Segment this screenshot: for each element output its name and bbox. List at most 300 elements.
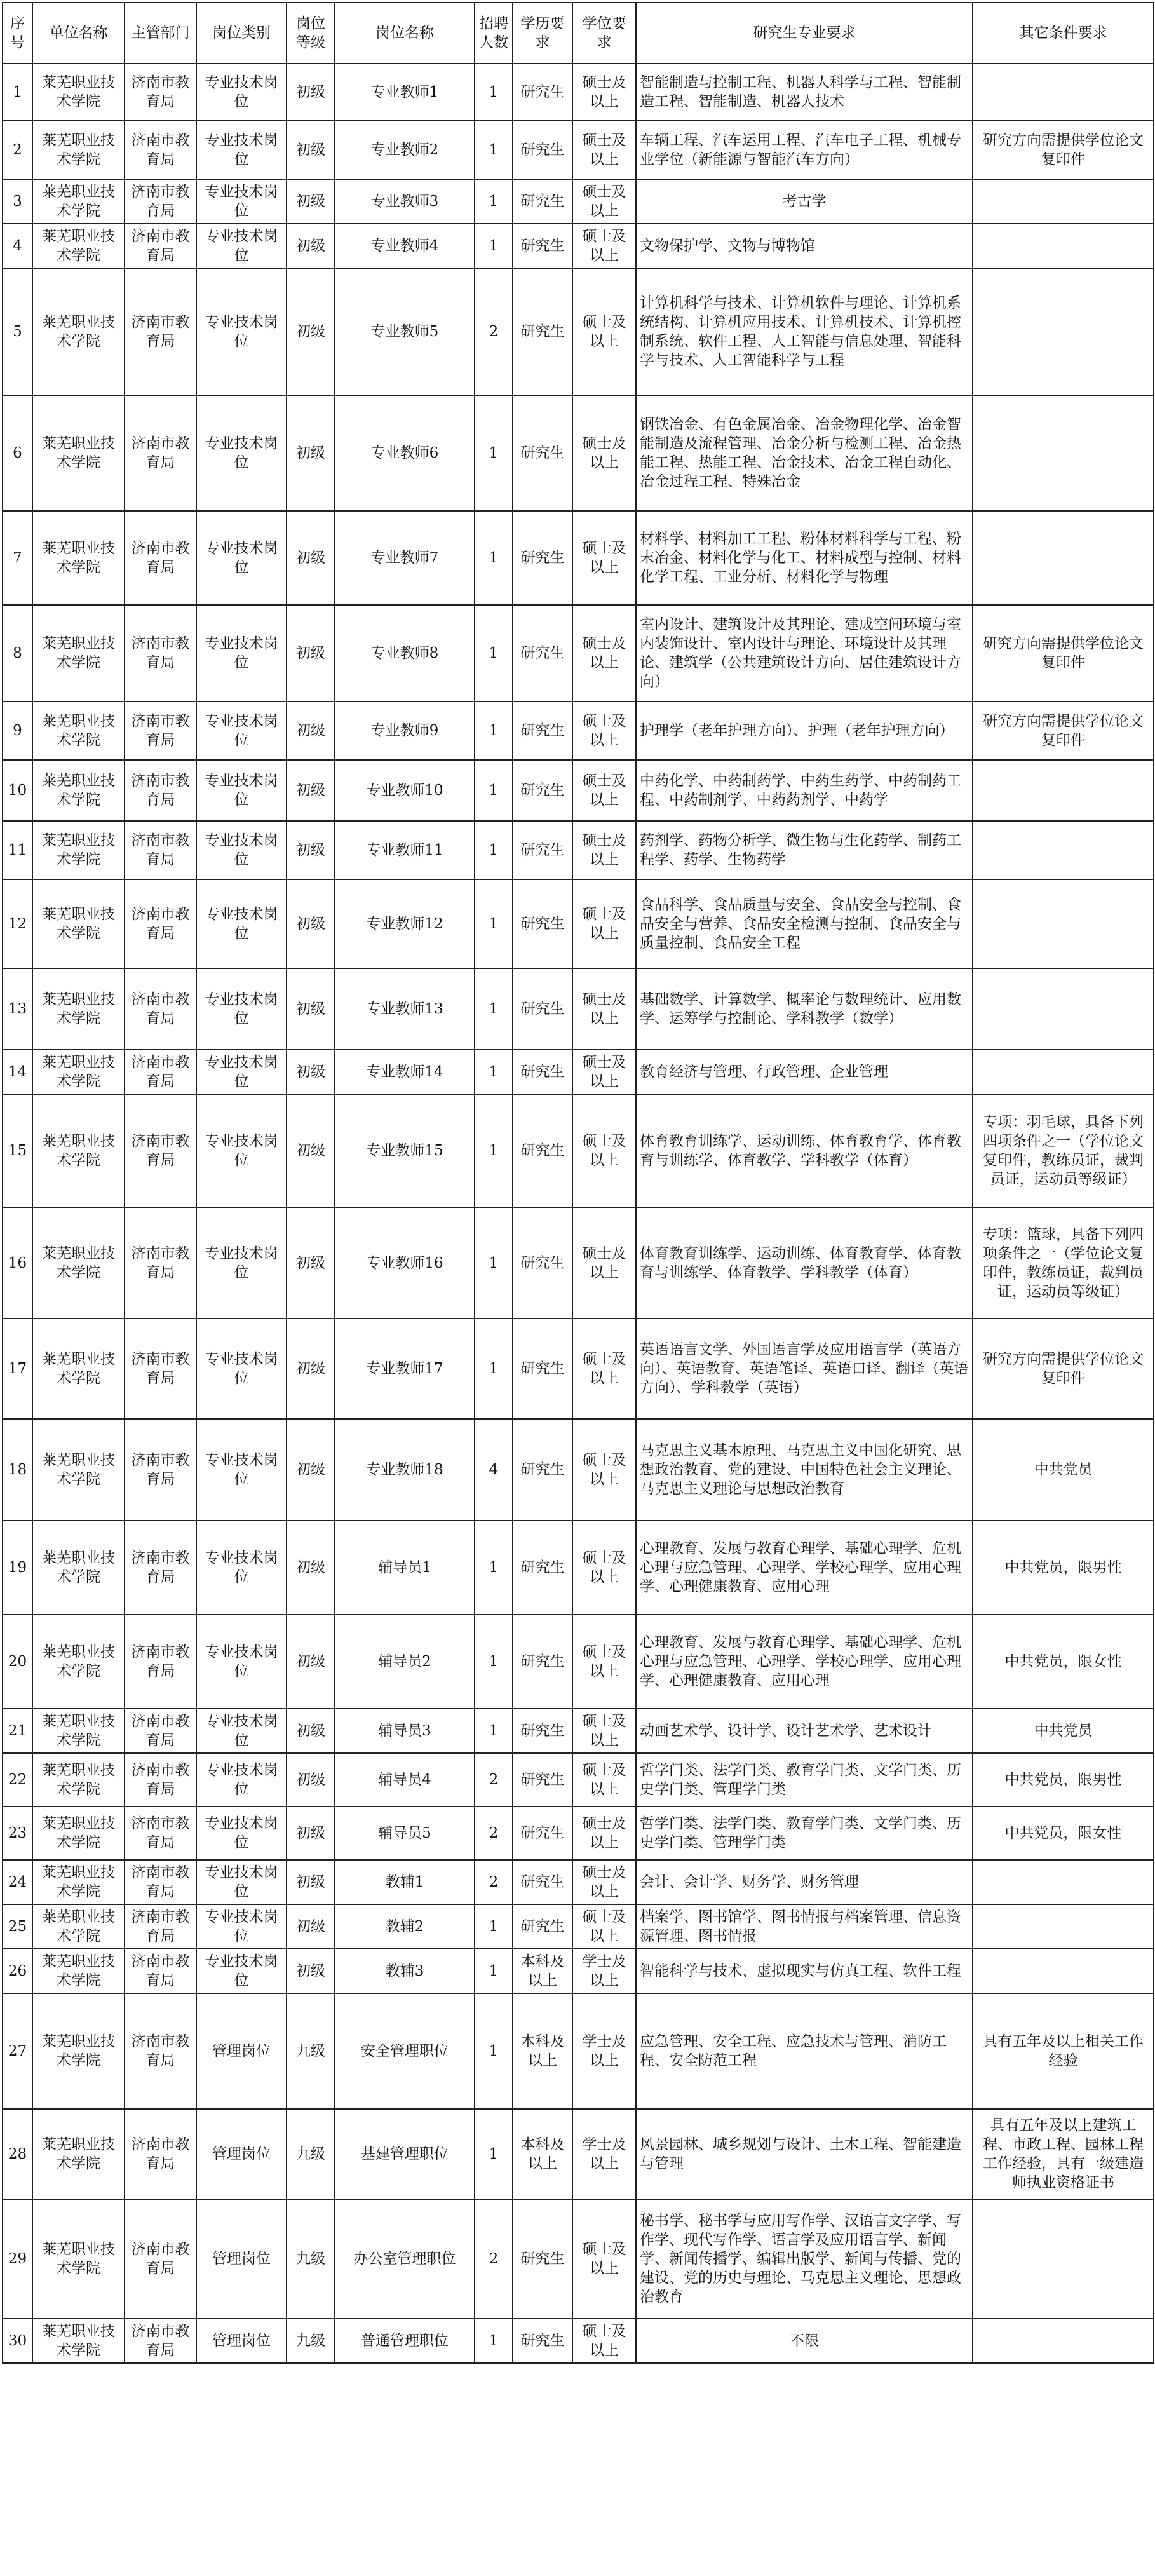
- row-other: [973, 1860, 1154, 1904]
- row-no: 12: [3, 879, 32, 968]
- row-category: 专业技术岗位: [196, 395, 287, 511]
- row-category: 专业技术岗位: [196, 1709, 287, 1753]
- row-education: 本科及以上: [513, 2109, 572, 2199]
- row-count: 1: [475, 2109, 513, 2199]
- row-education: 本科及以上: [513, 1949, 572, 1993]
- row-no: 29: [3, 2199, 32, 2319]
- row-major: 药剂学、药物分析学、微生物与生化药学、制药工程学、药学、生物药学: [636, 821, 973, 879]
- row-unit: 莱芜职业技术学院: [32, 121, 125, 179]
- row-major: 护理学（老年护理方向）、护理（老年护理方向）: [636, 702, 973, 760]
- row-education: 研究生: [513, 1860, 572, 1904]
- row-dept: 济南市教育局: [125, 605, 196, 702]
- row-category: 专业技术岗位: [196, 1753, 287, 1807]
- row-education: 研究生: [513, 821, 572, 879]
- row-major: 室内设计、建筑设计及其理论、建成空间环境与室内装饰设计、室内设计与理论、环境设计及其理论、建筑学（公共建筑设计方向、居住建筑设计方向）: [636, 605, 973, 702]
- table-row: [3, 2319, 1154, 2363]
- row-dept: 济南市教育局: [125, 1615, 196, 1709]
- row-degree: 硕士及以上: [572, 879, 636, 968]
- row-category: 专业技术岗位: [196, 268, 287, 395]
- row-no: 10: [3, 760, 32, 821]
- row-count: 2: [475, 1860, 513, 1904]
- row-no: 3: [3, 179, 32, 224]
- row-dept: 济南市教育局: [125, 1709, 196, 1753]
- row-other: 中共党员，限女性: [973, 1807, 1154, 1860]
- row-level: 初级: [287, 879, 335, 968]
- row-major: 英语语言文学、外国语言学及应用语言学（英语方向）、英语教育、英语笔译、英语口译、翻译（英语方向）、学科教学（英语）: [636, 1319, 973, 1419]
- row-degree: 硕士及以上: [572, 1807, 636, 1860]
- row-other: 研究方向需提供学位论文复印件: [973, 605, 1154, 702]
- row-degree: 学士及以上: [572, 1949, 636, 1993]
- row-degree: 硕士及以上: [572, 121, 636, 179]
- table-row: [3, 1860, 1154, 1904]
- row-dept: 济南市教育局: [125, 2319, 196, 2363]
- row-level: 初级: [287, 1753, 335, 1807]
- row-major: 心理教育、发展与教育心理学、基础心理学、危机心理与应急管理、心理学、学校心理学、应用心理学、心理健康教育、应用心理: [636, 1615, 973, 1709]
- table-row: [3, 1050, 1154, 1094]
- row-count: 1: [475, 968, 513, 1050]
- row-no: 20: [3, 1615, 32, 1709]
- row-position: 专业教师4: [335, 224, 475, 268]
- header-major: 研究生专业要求: [636, 3, 973, 64]
- row-no: 16: [3, 1207, 32, 1319]
- row-unit: 莱芜职业技术学院: [32, 1753, 125, 1807]
- row-position: 办公室管理职位: [335, 2199, 475, 2319]
- table-row: [3, 179, 1154, 224]
- row-other: [973, 268, 1154, 395]
- row-major: 教育经济与管理、行政管理、企业管理: [636, 1050, 973, 1094]
- row-unit: 莱芜职业技术学院: [32, 1860, 125, 1904]
- row-unit: 莱芜职业技术学院: [32, 511, 125, 605]
- row-other: 中共党员: [973, 1419, 1154, 1521]
- table-row: [3, 2109, 1154, 2199]
- row-unit: 莱芜职业技术学院: [32, 968, 125, 1050]
- row-position: 专业教师5: [335, 268, 475, 395]
- header-other: 其它条件要求: [973, 3, 1154, 64]
- row-no: 30: [3, 2319, 32, 2363]
- row-degree: 硕士及以上: [572, 1050, 636, 1094]
- recruitment-table: [2, 2, 1154, 2364]
- row-dept: 济南市教育局: [125, 1904, 196, 1949]
- row-position: 基建管理职位: [335, 2109, 475, 2199]
- row-education: 研究生: [513, 1753, 572, 1807]
- row-count: 2: [475, 1807, 513, 1860]
- row-position: 辅导员1: [335, 1521, 475, 1615]
- row-no: 27: [3, 1993, 32, 2109]
- row-dept: 济南市教育局: [125, 1521, 196, 1615]
- row-education: 研究生: [513, 1319, 572, 1419]
- row-major: 中药化学、中药制药学、中药生药学、中药制药工程、中药制剂学、中药药剂学、中药学: [636, 760, 973, 821]
- row-degree: 硕士及以上: [572, 1860, 636, 1904]
- row-dept: 济南市教育局: [125, 1993, 196, 2109]
- row-position: 专业教师8: [335, 605, 475, 702]
- row-dept: 济南市教育局: [125, 1753, 196, 1807]
- row-other: [973, 2199, 1154, 2319]
- row-education: 研究生: [513, 702, 572, 760]
- row-dept: 济南市教育局: [125, 64, 196, 121]
- row-degree: 硕士及以上: [572, 1319, 636, 1419]
- row-category: 专业技术岗位: [196, 879, 287, 968]
- row-unit: 莱芜职业技术学院: [32, 760, 125, 821]
- row-no: 15: [3, 1094, 32, 1207]
- row-category: 专业技术岗位: [196, 1860, 287, 1904]
- row-level: 初级: [287, 121, 335, 179]
- row-count: 1: [475, 1050, 513, 1094]
- row-count: 1: [475, 605, 513, 702]
- row-count: 1: [475, 1319, 513, 1419]
- row-education: 研究生: [513, 64, 572, 121]
- row-count: 1: [475, 1709, 513, 1753]
- row-unit: 莱芜职业技术学院: [32, 1904, 125, 1949]
- row-major: 应急管理、安全工程、应急技术与管理、消防工程、安全防范工程: [636, 1993, 973, 2109]
- row-count: 1: [475, 2319, 513, 2363]
- row-degree: 硕士及以上: [572, 179, 636, 224]
- row-degree: 硕士及以上: [572, 760, 636, 821]
- row-level: 初级: [287, 1709, 335, 1753]
- row-education: 研究生: [513, 968, 572, 1050]
- table-row: [3, 760, 1154, 821]
- row-no: 22: [3, 1753, 32, 1807]
- row-major: 体育教育训练学、运动训练、体育教育学、体育教育与训练学、体育教学、学科教学（体育）: [636, 1094, 973, 1207]
- row-category: 管理岗位: [196, 2319, 287, 2363]
- table-row: [3, 968, 1154, 1050]
- row-category: 专业技术岗位: [196, 1615, 287, 1709]
- row-education: 研究生: [513, 268, 572, 395]
- row-other: [973, 879, 1154, 968]
- row-degree: 硕士及以上: [572, 224, 636, 268]
- row-major: 马克思主义基本原理、马克思主义中国化研究、思想政治教育、党的建设、中国特色社会主义理论、马克思主义理论与思想政治教育: [636, 1419, 973, 1521]
- row-unit: 莱芜职业技术学院: [32, 2109, 125, 2199]
- row-unit: 莱芜职业技术学院: [32, 179, 125, 224]
- row-major: 会计、会计学、财务学、财务管理: [636, 1860, 973, 1904]
- row-count: 1: [475, 1207, 513, 1319]
- row-degree: 硕士及以上: [572, 1904, 636, 1949]
- header-education: 学历要求: [513, 3, 572, 64]
- row-no: 2: [3, 121, 32, 179]
- row-unit: 莱芜职业技术学院: [32, 1050, 125, 1094]
- row-unit: 莱芜职业技术学院: [32, 879, 125, 968]
- row-level: 初级: [287, 821, 335, 879]
- table-row: [3, 1419, 1154, 1521]
- row-no: 21: [3, 1709, 32, 1753]
- row-unit: 莱芜职业技术学院: [32, 395, 125, 511]
- row-count: 1: [475, 511, 513, 605]
- row-position: 普通管理职位: [335, 2319, 475, 2363]
- row-unit: 莱芜职业技术学院: [32, 2199, 125, 2319]
- row-count: 4: [475, 1419, 513, 1521]
- row-unit: 莱芜职业技术学院: [32, 1949, 125, 1993]
- row-unit: 莱芜职业技术学院: [32, 1207, 125, 1319]
- row-dept: 济南市教育局: [125, 395, 196, 511]
- row-other: 专项：篮球，具备下列四项条件之一（学位论文复印件，教练员证，裁判员证，运动员等级证）: [973, 1207, 1154, 1319]
- row-dept: 济南市教育局: [125, 511, 196, 605]
- row-position: 专业教师18: [335, 1419, 475, 1521]
- row-education: 研究生: [513, 1419, 572, 1521]
- row-position: 专业教师3: [335, 179, 475, 224]
- row-dept: 济南市教育局: [125, 879, 196, 968]
- row-category: 专业技术岗位: [196, 1904, 287, 1949]
- row-no: 17: [3, 1319, 32, 1419]
- row-unit: 莱芜职业技术学院: [32, 702, 125, 760]
- row-education: 研究生: [513, 121, 572, 179]
- row-category: 专业技术岗位: [196, 511, 287, 605]
- row-other: 中共党员: [973, 1709, 1154, 1753]
- row-other: 具有五年及以上建筑工程、市政工程、园林工程工作经验，具有一级建造师执业资格证书: [973, 2109, 1154, 2199]
- row-category: 专业技术岗位: [196, 1521, 287, 1615]
- row-position: 辅导员4: [335, 1753, 475, 1807]
- row-count: 1: [475, 121, 513, 179]
- table-row: [3, 605, 1154, 702]
- row-other: [973, 64, 1154, 121]
- table-row: [3, 1319, 1154, 1419]
- row-no: 28: [3, 2109, 32, 2199]
- row-dept: 济南市教育局: [125, 1860, 196, 1904]
- row-dept: 济南市教育局: [125, 1419, 196, 1521]
- row-other: 研究方向需提供学位论文复印件: [973, 1319, 1154, 1419]
- row-education: 研究生: [513, 1207, 572, 1319]
- row-unit: 莱芜职业技术学院: [32, 1807, 125, 1860]
- row-other: [973, 224, 1154, 268]
- row-dept: 济南市教育局: [125, 1094, 196, 1207]
- row-no: 19: [3, 1521, 32, 1615]
- row-major: 哲学门类、法学门类、教育学门类、文学门类、历史学门类、管理学门类: [636, 1807, 973, 1860]
- row-unit: 莱芜职业技术学院: [32, 1709, 125, 1753]
- row-level: 初级: [287, 1419, 335, 1521]
- row-dept: 济南市教育局: [125, 760, 196, 821]
- row-position: 专业教师11: [335, 821, 475, 879]
- header-unit: 单位名称: [32, 3, 125, 64]
- row-count: 1: [475, 702, 513, 760]
- row-category: 专业技术岗位: [196, 179, 287, 224]
- header-count: 招聘人数: [475, 3, 513, 64]
- table-row: [3, 1615, 1154, 1709]
- row-level: 初级: [287, 605, 335, 702]
- row-dept: 济南市教育局: [125, 702, 196, 760]
- row-position: 辅导员2: [335, 1615, 475, 1709]
- row-other: [973, 760, 1154, 821]
- table-row: [3, 1753, 1154, 1807]
- row-category: 专业技术岗位: [196, 224, 287, 268]
- row-other: 研究方向需提供学位论文复印件: [973, 702, 1154, 760]
- row-position: 专业教师1: [335, 64, 475, 121]
- row-major: 哲学门类、法学门类、教育学门类、文学门类、历史学门类、管理学门类: [636, 1753, 973, 1807]
- row-no: 26: [3, 1949, 32, 1993]
- row-no: 7: [3, 511, 32, 605]
- row-level: 九级: [287, 2319, 335, 2363]
- row-education: 研究生: [513, 1521, 572, 1615]
- row-position: 专业教师16: [335, 1207, 475, 1319]
- row-other: [973, 968, 1154, 1050]
- row-category: 专业技术岗位: [196, 1094, 287, 1207]
- row-major: 档案学、图书馆学、图书情报与档案管理、信息资源管理、图书情报: [636, 1904, 973, 1949]
- row-category: 专业技术岗位: [196, 1319, 287, 1419]
- table-row: [3, 64, 1154, 121]
- header-category: 岗位类别: [196, 3, 287, 64]
- row-position: 安全管理职位: [335, 1993, 475, 2109]
- row-education: 研究生: [513, 179, 572, 224]
- table-row: [3, 1807, 1154, 1860]
- row-degree: 硕士及以上: [572, 1615, 636, 1709]
- row-degree: 硕士及以上: [572, 1207, 636, 1319]
- row-degree: 硕士及以上: [572, 64, 636, 121]
- row-dept: 济南市教育局: [125, 1807, 196, 1860]
- header-dept: 主管部门: [125, 3, 196, 64]
- table-row: [3, 1207, 1154, 1319]
- row-other: [973, 1050, 1154, 1094]
- row-count: 1: [475, 179, 513, 224]
- row-major: 智能制造与控制工程、机器人科学与工程、智能制造工程、智能制造、机器人技术: [636, 64, 973, 121]
- row-major: 不限: [636, 2319, 973, 2363]
- row-degree: 硕士及以上: [572, 1521, 636, 1615]
- row-position: 专业教师15: [335, 1094, 475, 1207]
- row-position: 教辅2: [335, 1904, 475, 1949]
- row-degree: 硕士及以上: [572, 1753, 636, 1807]
- row-category: 专业技术岗位: [196, 1419, 287, 1521]
- row-other: 研究方向需提供学位论文复印件: [973, 121, 1154, 179]
- row-education: 研究生: [513, 760, 572, 821]
- row-dept: 济南市教育局: [125, 121, 196, 179]
- header-position: 岗位名称: [335, 3, 475, 64]
- row-major: 钢铁冶金、有色金属冶金、冶金物理化学、冶金智能制造及流程管理、冶金分析与检测工程、冶金热能工程、热能工程、冶金技术、冶金工程自动化、冶金过程工程、特殊冶金: [636, 395, 973, 511]
- row-education: 研究生: [513, 1615, 572, 1709]
- header-level: 岗位等级: [287, 3, 335, 64]
- row-major: 体育教育训练学、运动训练、体育教育学、体育教育与训练学、体育教学、学科教学（体育）: [636, 1207, 973, 1319]
- row-count: 2: [475, 2199, 513, 2319]
- row-other: 专项：羽毛球，具备下列四项条件之一（学位论文复印件，教练员证，裁判员证，运动员等级证）: [973, 1094, 1154, 1207]
- row-other: 中共党员，限男性: [973, 1753, 1154, 1807]
- row-other: [973, 2319, 1154, 2363]
- row-level: 九级: [287, 2199, 335, 2319]
- row-level: 初级: [287, 1207, 335, 1319]
- row-count: 1: [475, 1615, 513, 1709]
- table-row: [3, 268, 1154, 395]
- header-row: [3, 3, 1154, 64]
- row-degree: 硕士及以上: [572, 605, 636, 702]
- row-unit: 莱芜职业技术学院: [32, 605, 125, 702]
- row-dept: 济南市教育局: [125, 2199, 196, 2319]
- table-row: [3, 395, 1154, 511]
- row-dept: 济南市教育局: [125, 224, 196, 268]
- row-major: 材料学、材料加工工程、粉体材料科学与工程、粉末冶金、材料化学与化工、材料成型与控制、材料化学工程、工业分析、材料化学与物理: [636, 511, 973, 605]
- row-level: 初级: [287, 1050, 335, 1094]
- table-row: [3, 2199, 1154, 2319]
- row-position: 专业教师17: [335, 1319, 475, 1419]
- row-other: [973, 1949, 1154, 1993]
- row-position: 教辅3: [335, 1949, 475, 1993]
- row-category: 管理岗位: [196, 1993, 287, 2109]
- row-no: 9: [3, 702, 32, 760]
- row-other: 中共党员，限女性: [973, 1615, 1154, 1709]
- row-category: 专业技术岗位: [196, 1807, 287, 1860]
- row-degree: 硕士及以上: [572, 1709, 636, 1753]
- row-major: 车辆工程、汽车运用工程、汽车电子工程、机械专业学位（新能源与智能汽车方向）: [636, 121, 973, 179]
- row-no: 13: [3, 968, 32, 1050]
- row-unit: 莱芜职业技术学院: [32, 1094, 125, 1207]
- row-category: 专业技术岗位: [196, 64, 287, 121]
- row-no: 25: [3, 1904, 32, 1949]
- row-other: [973, 821, 1154, 879]
- row-major: 风景园林、城乡规划与设计、土木工程、智能建造与管理: [636, 2109, 973, 2199]
- row-level: 初级: [287, 179, 335, 224]
- row-degree: 硕士及以上: [572, 268, 636, 395]
- row-level: 九级: [287, 2109, 335, 2199]
- row-dept: 济南市教育局: [125, 268, 196, 395]
- row-education: 研究生: [513, 1709, 572, 1753]
- row-count: 2: [475, 1753, 513, 1807]
- row-other: [973, 395, 1154, 511]
- row-education: 研究生: [513, 1050, 572, 1094]
- row-education: 研究生: [513, 2319, 572, 2363]
- row-level: 初级: [287, 968, 335, 1050]
- row-level: 初级: [287, 1319, 335, 1419]
- row-position: 专业教师14: [335, 1050, 475, 1094]
- row-level: 九级: [287, 1993, 335, 2109]
- row-unit: 莱芜职业技术学院: [32, 1993, 125, 2109]
- row-no: 24: [3, 1860, 32, 1904]
- table-row: [3, 1993, 1154, 2109]
- row-category: 专业技术岗位: [196, 1207, 287, 1319]
- row-level: 初级: [287, 1094, 335, 1207]
- row-degree: 硕士及以上: [572, 1094, 636, 1207]
- row-unit: 莱芜职业技术学院: [32, 64, 125, 121]
- row-major: 计算机科学与技术、计算机软件与理论、计算机系统结构、计算机应用技术、计算机技术、计算机控制系统、软件工程、人工智能与信息处理、智能科学与技术、人工智能科学与工程: [636, 268, 973, 395]
- row-degree: 学士及以上: [572, 1993, 636, 2109]
- row-no: 11: [3, 821, 32, 879]
- header-degree: 学位要求: [572, 3, 636, 64]
- row-category: 专业技术岗位: [196, 968, 287, 1050]
- row-unit: 莱芜职业技术学院: [32, 224, 125, 268]
- row-position: 专业教师6: [335, 395, 475, 511]
- row-count: 1: [475, 1949, 513, 1993]
- row-other: [973, 179, 1154, 224]
- row-education: 研究生: [513, 224, 572, 268]
- row-unit: 莱芜职业技术学院: [32, 268, 125, 395]
- row-count: 1: [475, 879, 513, 968]
- row-unit: 莱芜职业技术学院: [32, 2319, 125, 2363]
- row-degree: 硕士及以上: [572, 702, 636, 760]
- row-count: 1: [475, 821, 513, 879]
- row-no: 6: [3, 395, 32, 511]
- row-level: 初级: [287, 1807, 335, 1860]
- row-other: 具有五年及以上相关工作经验: [973, 1993, 1154, 2109]
- row-dept: 济南市教育局: [125, 821, 196, 879]
- row-category: 管理岗位: [196, 2109, 287, 2199]
- table-row: [3, 511, 1154, 605]
- row-category: 专业技术岗位: [196, 1949, 287, 1993]
- row-education: 研究生: [513, 395, 572, 511]
- table-row: [3, 879, 1154, 968]
- row-education: 研究生: [513, 2199, 572, 2319]
- row-level: 初级: [287, 1949, 335, 1993]
- row-education: 研究生: [513, 1094, 572, 1207]
- row-position: 专业教师2: [335, 121, 475, 179]
- row-other: [973, 511, 1154, 605]
- row-degree: 硕士及以上: [572, 2199, 636, 2319]
- row-category: 专业技术岗位: [196, 760, 287, 821]
- row-count: 1: [475, 224, 513, 268]
- row-count: 1: [475, 1521, 513, 1615]
- table-row: [3, 1904, 1154, 1949]
- row-degree: 学士及以上: [572, 2109, 636, 2199]
- row-education: 研究生: [513, 1807, 572, 1860]
- row-education: 研究生: [513, 1904, 572, 1949]
- table-row: [3, 1094, 1154, 1207]
- row-dept: 济南市教育局: [125, 968, 196, 1050]
- row-major: 食品科学、食品质量与安全、食品安全与控制、食品安全与营养、食品安全检测与控制、食品安全与质量控制、食品安全工程: [636, 879, 973, 968]
- row-position: 专业教师13: [335, 968, 475, 1050]
- row-dept: 济南市教育局: [125, 2109, 196, 2199]
- row-category: 专业技术岗位: [196, 821, 287, 879]
- table-row: [3, 821, 1154, 879]
